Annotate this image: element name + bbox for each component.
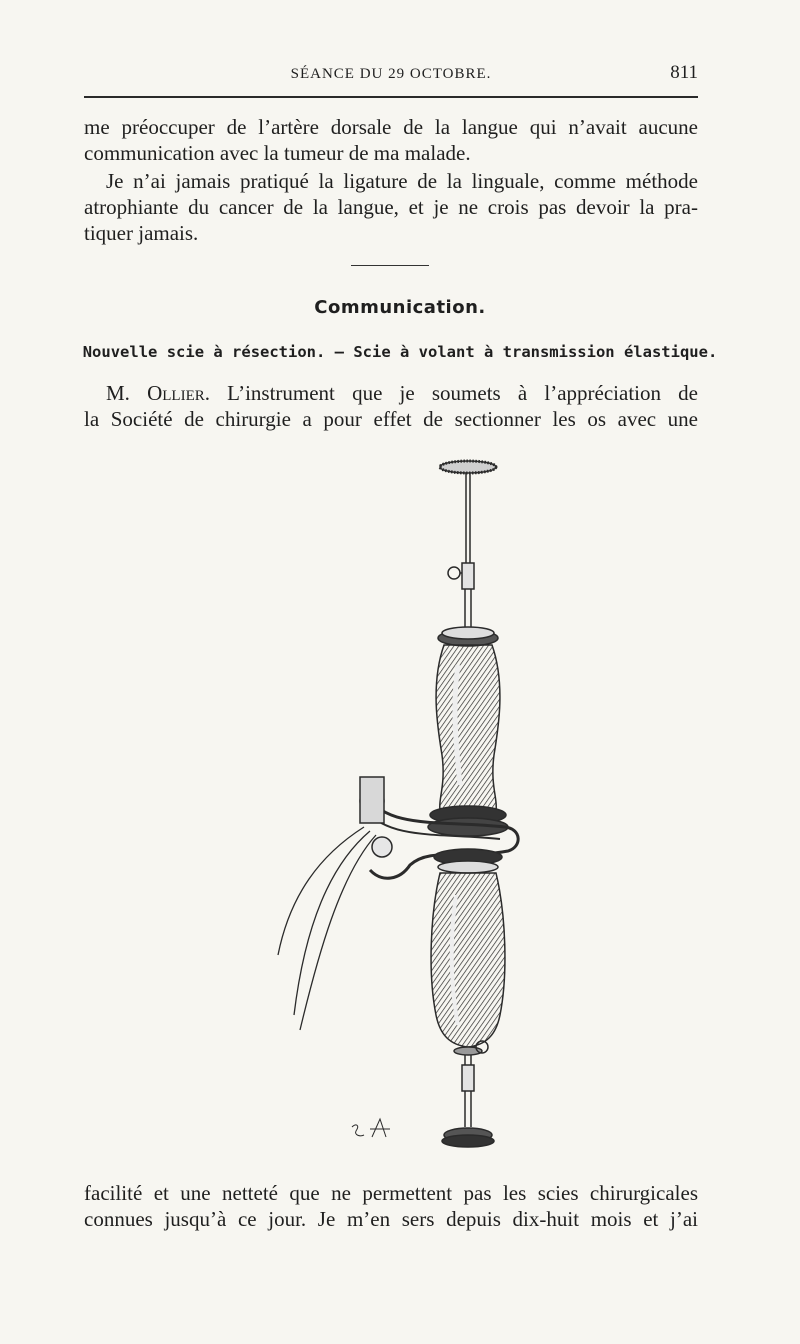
text-segment: L’instrument que je soumets à l’appréciation de bbox=[210, 381, 698, 405]
text-line: facilité et une netteté que ne permettent pas les scies chirurgicales bbox=[84, 1181, 698, 1205]
text-line: connues jusqu’à ce jour. Je m’en sers depuis dix-huit mois et j’ai bbox=[84, 1207, 698, 1231]
running-title: SÉANCE DU 29 OCTOBRE. bbox=[290, 66, 492, 82]
text-line: Je n’ai jamais pratiqué la ligature de la linguale, comme méthode bbox=[106, 169, 698, 193]
speaker-name: M. Ollier. bbox=[106, 381, 210, 405]
paragraph-2 bbox=[84, 168, 698, 246]
paragraph-1 bbox=[84, 114, 698, 166]
page-number: 811 bbox=[670, 62, 698, 83]
text-line: la Société de chirurgie a pour effet de sectionner les os avec une bbox=[84, 407, 698, 431]
header-rule bbox=[84, 96, 698, 98]
subheading: Nouvelle scie à résection. — Scie à volant à transmission élastique. bbox=[82, 343, 718, 361]
surgical-saw-illustration-icon bbox=[260, 455, 560, 1175]
paragraph-3 bbox=[84, 380, 698, 432]
text-line bbox=[84, 380, 698, 406]
section-title: Communication. bbox=[314, 297, 486, 318]
text-line: me préoccuper de l’artère dorsale de la langue qui n’avait aucune bbox=[84, 115, 698, 139]
paragraph-4 bbox=[84, 1180, 698, 1232]
running-head bbox=[84, 58, 698, 88]
text-line: communication avec la tumeur de ma malade. bbox=[84, 141, 471, 165]
section-separator bbox=[351, 265, 429, 266]
figure bbox=[260, 455, 560, 1175]
text-line: atrophiante du cancer de la langue, et je ne crois pas devoir la pra- bbox=[84, 195, 698, 219]
text-line: tiquer jamais. bbox=[84, 221, 199, 245]
